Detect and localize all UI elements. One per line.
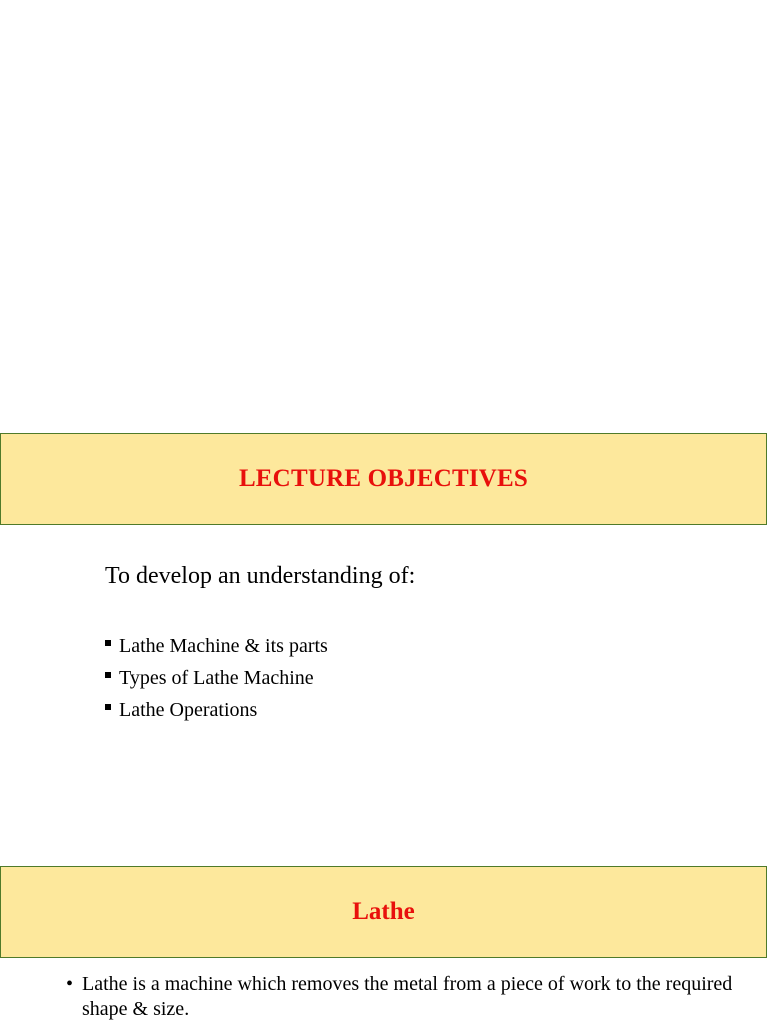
lathe-title: Lathe bbox=[352, 898, 415, 925]
lathe-definition bbox=[66, 972, 746, 1022]
objective-label: Lathe Operations bbox=[119, 699, 258, 721]
objectives-intro: To develop an understanding of: bbox=[105, 563, 416, 589]
lathe-banner bbox=[0, 866, 767, 958]
lathe-definition-text: Lathe is a machine which removes the metal from a piece of work to the required shape & size. bbox=[82, 973, 733, 1020]
objectives-banner bbox=[0, 433, 767, 525]
square-bullet-icon bbox=[105, 672, 111, 678]
objective-label: Types of Lathe Machine bbox=[119, 667, 314, 689]
square-bullet-icon bbox=[105, 704, 111, 710]
bullet-icon: • bbox=[66, 973, 74, 995]
objective-item bbox=[105, 662, 328, 694]
objective-item bbox=[105, 694, 328, 726]
square-bullet-icon bbox=[105, 640, 111, 646]
objectives-title: LECTURE OBJECTIVES bbox=[238, 465, 529, 492]
objectives-list bbox=[105, 630, 328, 726]
objective-label: Lathe Machine & its parts bbox=[119, 635, 328, 657]
objective-item bbox=[105, 630, 328, 662]
